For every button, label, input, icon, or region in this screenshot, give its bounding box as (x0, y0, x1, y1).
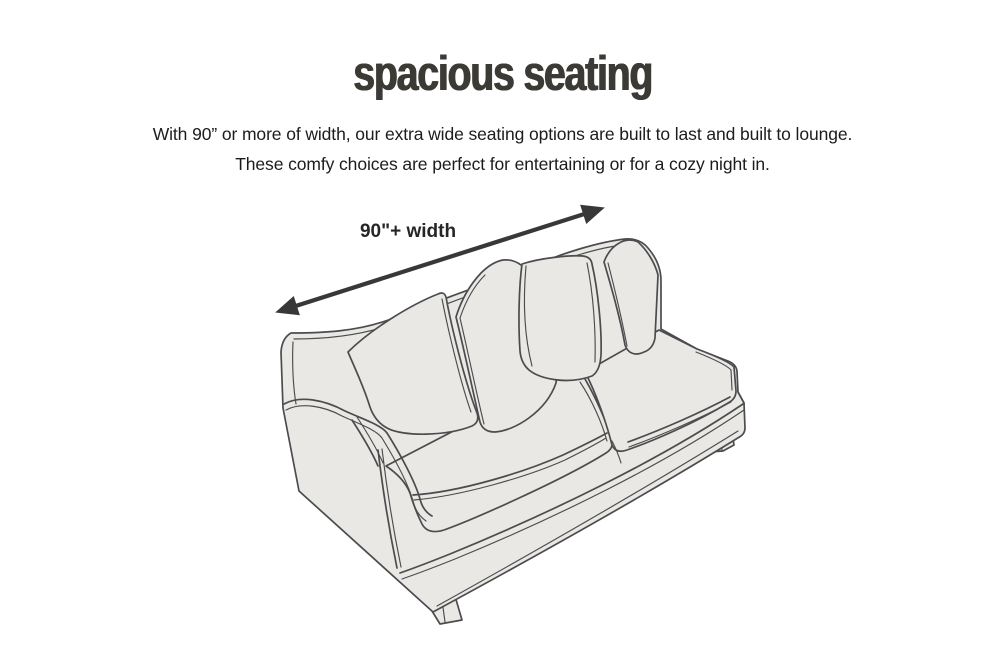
back-pillow-3 (519, 256, 601, 381)
sofa-drawing (281, 239, 745, 624)
description-line-1: With 90” or more of width, our extra wide seating options are built to last and built to lounge. (152, 124, 853, 144)
description-line-2: These comfy choices are perfect for entertaining or for a cozy night in. (235, 154, 770, 174)
page-title-text: spacious seating (353, 47, 652, 101)
width-arrow-label: 90"+ width (359, 221, 457, 242)
